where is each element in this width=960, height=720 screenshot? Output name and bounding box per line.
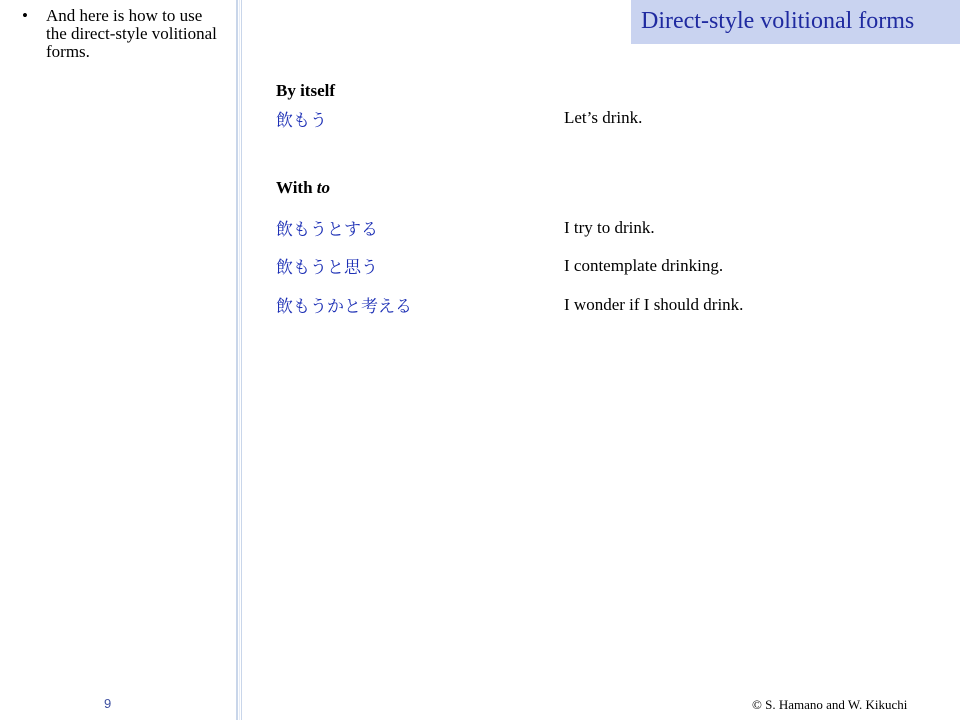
notes-sidebar — [0, 0, 236, 720]
example-english-4: I wonder if I should drink. — [564, 295, 744, 314]
heading-with-to — [276, 178, 330, 198]
sidebar-divider — [236, 0, 238, 720]
heading-by-itself: By itself — [276, 81, 336, 100]
heading-with-to-particle: to — [316, 178, 331, 197]
example-japanese-1: 飲もう — [276, 111, 327, 131]
slide-title: Direct-style volitional forms — [641, 8, 915, 34]
example-japanese-4: 飲もうかと考える — [276, 297, 412, 317]
example-japanese-3: 飲もうと思う — [276, 258, 378, 278]
sidebar-divider-highlight — [239, 0, 240, 720]
example-english-3: I contemplate drinking. — [564, 256, 724, 275]
example-english-1: Let’s drink. — [564, 108, 643, 127]
bullet-marker: • — [22, 6, 28, 25]
slide-title-box — [631, 0, 960, 44]
copyright-footer: © S. Hamano and W. Kikuchi — [752, 697, 908, 712]
page-number: 9 — [104, 696, 112, 711]
example-japanese-2: 飲もうとする — [276, 220, 378, 240]
example-english-2: I try to drink. — [564, 218, 655, 237]
sidebar-divider-inner — [241, 0, 242, 720]
heading-with-to-prefix: With — [276, 178, 317, 197]
sidebar-note-text: And here is how to use the direct-style volitional forms. — [46, 6, 217, 61]
